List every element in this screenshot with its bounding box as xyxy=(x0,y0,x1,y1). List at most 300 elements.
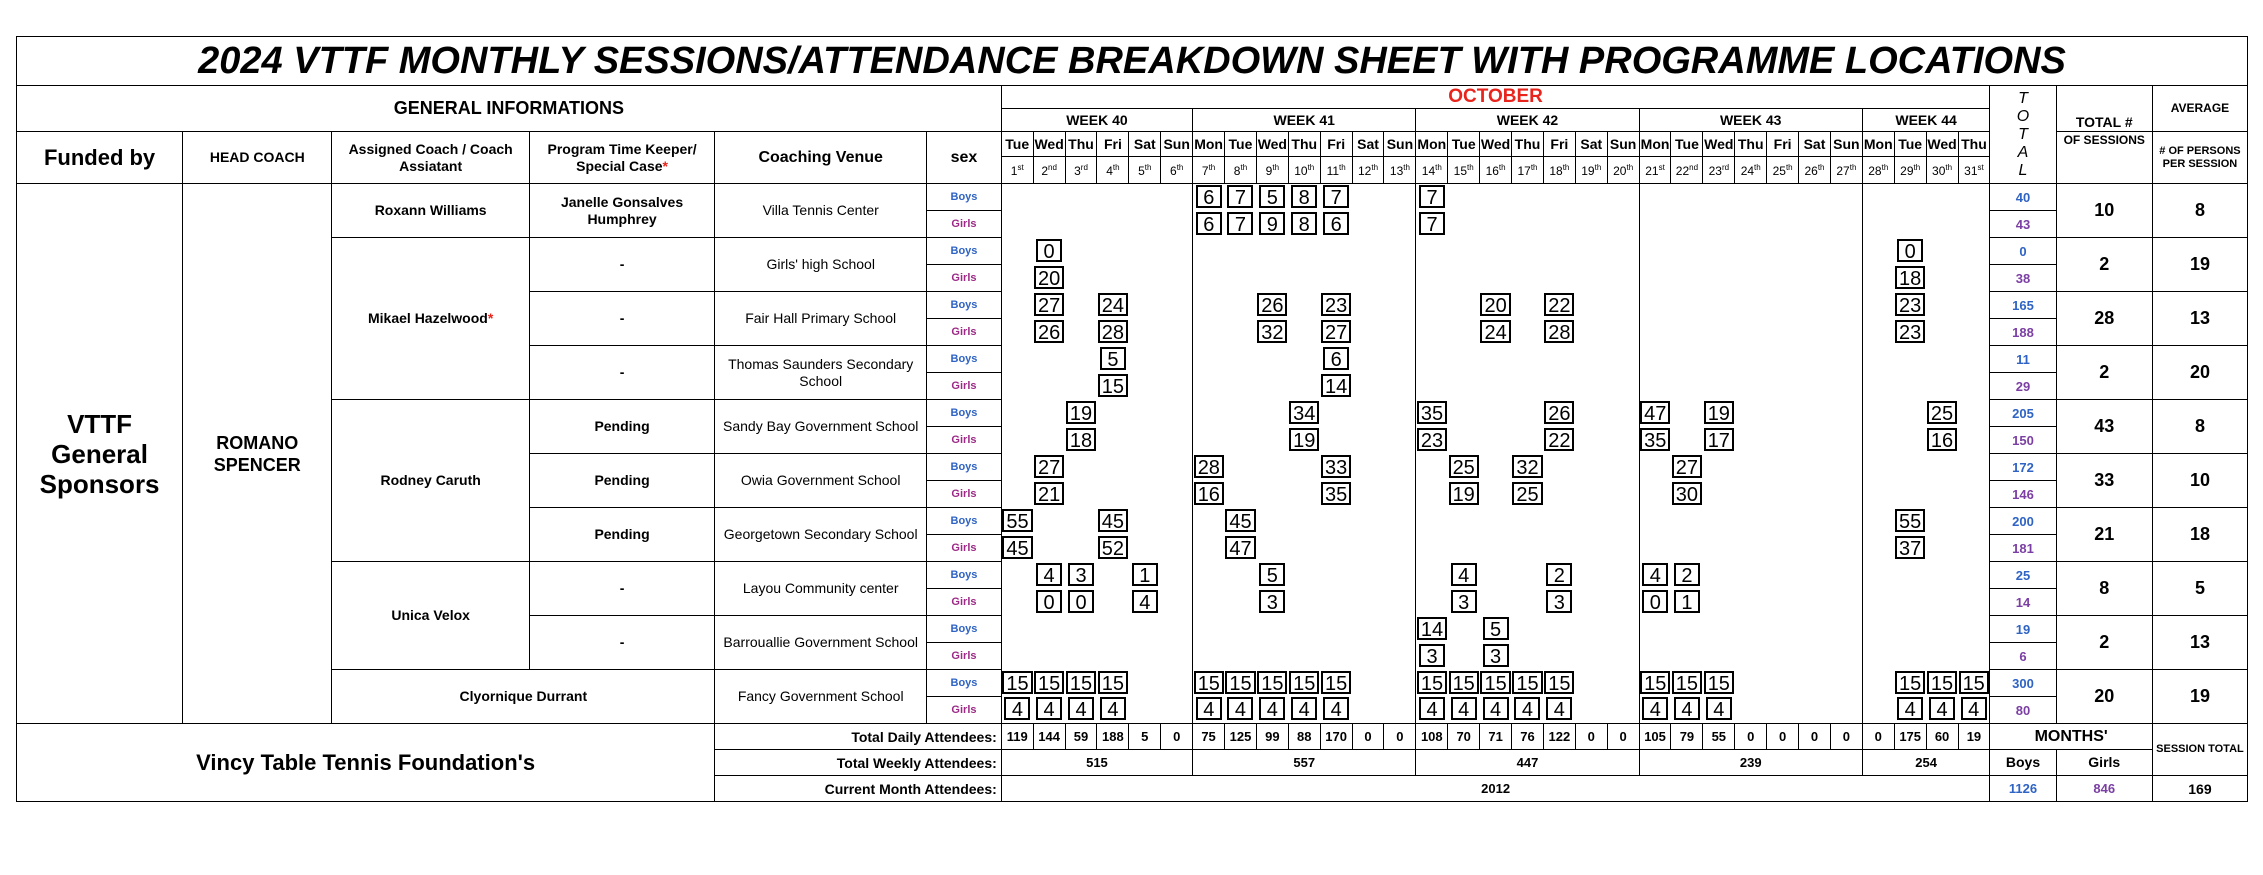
attendance-cell xyxy=(1543,562,1575,589)
day-date: 10th xyxy=(1288,157,1320,184)
attendance-cell xyxy=(1958,427,1990,454)
session-total-value: 169 xyxy=(2152,776,2247,802)
attendance-cell xyxy=(1894,454,1926,481)
attendance-cell xyxy=(1097,346,1129,373)
attendance-cell xyxy=(1416,319,1448,346)
attendance-value: 27 xyxy=(1034,293,1064,316)
program-keeper-value: - xyxy=(529,616,714,670)
attendance-value: 0 xyxy=(1897,239,1923,262)
day-name: Thu xyxy=(1065,132,1097,157)
attendance-cell xyxy=(1256,643,1288,670)
month-attendees-total: 2012 xyxy=(1001,776,1990,802)
attendance-value: 18 xyxy=(1066,428,1096,451)
attendance-cell xyxy=(1448,373,1480,400)
attendance-cell xyxy=(1384,535,1416,562)
months-label: MONTHS' xyxy=(1990,724,2153,750)
attendance-value: 14 xyxy=(1321,374,1351,397)
attendance-value: 27 xyxy=(1672,455,1702,478)
attendance-cell xyxy=(1735,319,1767,346)
day-name: Thu xyxy=(1512,132,1544,157)
attendance-cell xyxy=(1799,454,1831,481)
day-name: Thu xyxy=(1735,132,1767,157)
attendance-cell xyxy=(1575,508,1607,535)
boys-total: 172 xyxy=(1990,454,2056,481)
attendance-cell xyxy=(1320,616,1352,643)
attendance-value: 15 xyxy=(1321,671,1351,694)
attendance-cell xyxy=(1671,643,1703,670)
attendance-cell xyxy=(1767,643,1799,670)
attendance-cell xyxy=(1543,292,1575,319)
attendance-cell xyxy=(1735,670,1767,697)
attendance-cell xyxy=(1830,238,1862,265)
attendance-cell xyxy=(1607,373,1639,400)
attendance-cell xyxy=(1607,589,1639,616)
attendance-cell xyxy=(1830,265,1862,292)
attendance-cell xyxy=(1926,427,1958,454)
attendance-cell xyxy=(1193,454,1225,481)
attendance-cell xyxy=(1735,265,1767,292)
attendance-cell xyxy=(1543,643,1575,670)
week-header: WEEK 44 xyxy=(1862,109,1990,132)
attendance-cell xyxy=(1320,535,1352,562)
attendance-cell xyxy=(1958,508,1990,535)
attendance-value: 15 xyxy=(1480,671,1510,694)
girls-label: Girls xyxy=(927,643,1002,670)
attendance-cell xyxy=(1129,454,1161,481)
attendance-value: 19 xyxy=(1066,401,1096,424)
attendance-cell xyxy=(1384,373,1416,400)
month-label: OCTOBER xyxy=(1001,86,1990,109)
average-header: AVERAGE xyxy=(2152,86,2247,132)
attendance-cell xyxy=(1958,292,1990,319)
attendance-cell xyxy=(1799,616,1831,643)
attendance-cell xyxy=(1958,562,1990,589)
attendance-cell xyxy=(1033,616,1065,643)
attendance-value: 15 xyxy=(1225,671,1255,694)
attendance-cell xyxy=(1256,400,1288,427)
attendance-cell xyxy=(1862,562,1894,589)
attendance-cell xyxy=(1161,184,1193,211)
day-date: 15th xyxy=(1448,157,1480,184)
day-name: Mon xyxy=(1639,132,1671,157)
weekly-total: 239 xyxy=(1639,750,1862,776)
attendance-cell xyxy=(1543,238,1575,265)
attendance-cell xyxy=(1320,346,1352,373)
attendance-cell xyxy=(1320,373,1352,400)
attendance-cell xyxy=(1256,508,1288,535)
attendance-cell xyxy=(1416,454,1448,481)
attendance-value: 15 xyxy=(1194,671,1224,694)
attendance-cell xyxy=(1639,373,1671,400)
attendance-cell xyxy=(1862,292,1894,319)
attendance-cell xyxy=(1320,265,1352,292)
attendance-cell xyxy=(1639,211,1671,238)
attendance-cell xyxy=(1065,562,1097,589)
attendance-cell xyxy=(1894,697,1926,724)
attendance-cell xyxy=(1256,238,1288,265)
attendance-value: 4 xyxy=(1483,697,1509,720)
attendance-cell xyxy=(1448,238,1480,265)
attendance-cell xyxy=(1671,616,1703,643)
day-name: Thu xyxy=(1958,132,1990,157)
attendance-cell xyxy=(1862,184,1894,211)
attendance-cell xyxy=(1097,238,1129,265)
funded-by-header: Funded by xyxy=(17,132,183,184)
girls-total: 43 xyxy=(1990,211,2056,238)
attendance-cell xyxy=(1767,589,1799,616)
attendance-cell xyxy=(1607,265,1639,292)
boys-label: Boys xyxy=(927,508,1002,535)
attendance-value: 37 xyxy=(1895,536,1925,559)
attendance-cell xyxy=(1575,346,1607,373)
attendance-value: 16 xyxy=(1927,428,1957,451)
attendance-cell xyxy=(1735,562,1767,589)
attendance-cell xyxy=(1256,562,1288,589)
attendance-cell xyxy=(1607,508,1639,535)
day-name: Mon xyxy=(1416,132,1448,157)
attendance-value: 9 xyxy=(1259,212,1285,235)
attendance-value: 24 xyxy=(1098,293,1128,316)
attendance-cell xyxy=(1799,670,1831,697)
day-date: 18th xyxy=(1543,157,1575,184)
attendance-cell xyxy=(1033,373,1065,400)
attendance-value: 15 xyxy=(1672,671,1702,694)
attendance-cell xyxy=(1735,346,1767,373)
attendance-cell xyxy=(1384,616,1416,643)
attendance-cell xyxy=(1097,211,1129,238)
attendance-cell xyxy=(1448,697,1480,724)
attendance-cell xyxy=(1097,319,1129,346)
attendance-cell xyxy=(1575,643,1607,670)
attendance-cell xyxy=(1352,616,1384,643)
attendance-cell xyxy=(1288,211,1320,238)
attendance-cell xyxy=(1448,670,1480,697)
attendance-cell xyxy=(1607,562,1639,589)
day-name: Sat xyxy=(1575,132,1607,157)
attendance-cell xyxy=(1830,508,1862,535)
attendance-cell xyxy=(1512,265,1544,292)
day-date: 11th xyxy=(1320,157,1352,184)
attendance-value: 5 xyxy=(1259,563,1285,586)
attendance-cell xyxy=(1735,427,1767,454)
attendance-value: 7 xyxy=(1227,185,1253,208)
attendance-cell xyxy=(1926,373,1958,400)
attendance-cell xyxy=(1671,562,1703,589)
day-name: Tue xyxy=(1671,132,1703,157)
attendance-cell xyxy=(1161,616,1193,643)
attendance-cell xyxy=(1288,589,1320,616)
daily-total: 60 xyxy=(1926,724,1958,750)
coaching-venue-value: Girls' high School xyxy=(715,238,927,292)
attendance-cell xyxy=(1097,535,1129,562)
attendance-cell xyxy=(1225,184,1257,211)
attendance-cell xyxy=(1894,265,1926,292)
attendance-cell xyxy=(1161,292,1193,319)
attendance-cell xyxy=(1703,616,1735,643)
attendance-cell xyxy=(1512,400,1544,427)
attendance-cell xyxy=(1862,346,1894,373)
attendance-cell xyxy=(1512,292,1544,319)
boys-label: Boys xyxy=(927,238,1002,265)
attendance-cell xyxy=(1161,427,1193,454)
attendance-cell xyxy=(1639,508,1671,535)
daily-total: 76 xyxy=(1512,724,1544,750)
attendance-cell xyxy=(1033,265,1065,292)
attendance-cell xyxy=(1671,589,1703,616)
day-date: 7th xyxy=(1193,157,1225,184)
attendance-cell xyxy=(1735,454,1767,481)
attendance-cell xyxy=(1607,643,1639,670)
average-value: 13 xyxy=(2152,616,2247,670)
daily-total: 88 xyxy=(1288,724,1320,750)
attendance-cell xyxy=(1894,562,1926,589)
attendance-cell xyxy=(1320,589,1352,616)
attendance-cell xyxy=(1065,481,1097,508)
attendance-cell xyxy=(1288,400,1320,427)
attendance-cell xyxy=(1256,292,1288,319)
daily-total: 5 xyxy=(1129,724,1161,750)
attendance-cell xyxy=(1320,427,1352,454)
attendance-cell xyxy=(1288,184,1320,211)
sessions-total: 33 xyxy=(2056,454,2152,508)
attendance-cell xyxy=(1703,238,1735,265)
attendance-cell xyxy=(1288,508,1320,535)
daily-total: 108 xyxy=(1416,724,1448,750)
attendance-cell xyxy=(1607,670,1639,697)
attendance-cell xyxy=(1639,346,1671,373)
attendance-cell xyxy=(1926,292,1958,319)
attendance-value: 55 xyxy=(1895,509,1925,532)
attendance-cell xyxy=(1512,238,1544,265)
day-name: Mon xyxy=(1193,132,1225,157)
attendance-cell xyxy=(1735,400,1767,427)
attendance-cell xyxy=(1958,211,1990,238)
attendance-cell xyxy=(1607,184,1639,211)
attendance-cell xyxy=(1129,535,1161,562)
attendance-cell xyxy=(1065,373,1097,400)
attendance-cell xyxy=(1001,292,1033,319)
attendance-cell xyxy=(1097,616,1129,643)
attendance-cell xyxy=(1607,616,1639,643)
attendance-cell xyxy=(1607,697,1639,724)
program-keeper-value: Pending xyxy=(529,508,714,562)
attendance-cell xyxy=(1543,211,1575,238)
attendance-cell xyxy=(1288,643,1320,670)
day-name: Wed xyxy=(1703,132,1735,157)
attendance-cell xyxy=(1384,670,1416,697)
attendance-cell xyxy=(1193,562,1225,589)
girls-label: Girls xyxy=(927,211,1002,238)
attendance-cell xyxy=(1193,427,1225,454)
attendance-cell xyxy=(1320,643,1352,670)
attendance-cell xyxy=(1033,562,1065,589)
attendance-cell xyxy=(1767,373,1799,400)
attendance-cell xyxy=(1799,562,1831,589)
attendance-cell xyxy=(1352,184,1384,211)
attendance-cell xyxy=(1830,184,1862,211)
attendance-cell xyxy=(1671,697,1703,724)
attendance-cell xyxy=(1001,454,1033,481)
attendance-cell xyxy=(1384,589,1416,616)
program-keeper-header: Program Time Keeper/ Special Case* xyxy=(529,132,714,184)
attendance-cell xyxy=(1065,184,1097,211)
sessions-total: 20 xyxy=(2056,670,2152,724)
attendance-cell xyxy=(1416,697,1448,724)
attendance-cell xyxy=(1384,427,1416,454)
program-keeper-value: - xyxy=(529,346,714,400)
day-date: 27th xyxy=(1830,157,1862,184)
attendance-cell xyxy=(1512,184,1544,211)
attendance-cell xyxy=(1065,265,1097,292)
attendance-cell xyxy=(1703,346,1735,373)
average-value: 20 xyxy=(2152,346,2247,400)
attendance-value: 25 xyxy=(1927,401,1957,424)
attendance-value: 3 xyxy=(1068,563,1094,586)
attendance-cell xyxy=(1161,400,1193,427)
day-date: 24th xyxy=(1735,157,1767,184)
attendance-cell xyxy=(1225,616,1257,643)
attendance-cell xyxy=(1671,454,1703,481)
head-coach-value: ROMANO SPENCER xyxy=(183,184,332,724)
attendance-cell xyxy=(1129,319,1161,346)
week-header: WEEK 43 xyxy=(1639,109,1862,132)
attendance-cell xyxy=(1735,238,1767,265)
boys-label: Boys xyxy=(927,292,1002,319)
attendance-cell xyxy=(1862,670,1894,697)
girls-total: 150 xyxy=(1990,427,2056,454)
attendance-cell xyxy=(1862,643,1894,670)
attendance-cell xyxy=(1384,454,1416,481)
attendance-cell xyxy=(1735,697,1767,724)
attendance-cell xyxy=(1862,481,1894,508)
program-keeper-value: Pending xyxy=(529,454,714,508)
attendance-cell xyxy=(1384,346,1416,373)
program-keeper-value: - xyxy=(529,238,714,292)
attendance-cell xyxy=(1033,238,1065,265)
attendance-cell xyxy=(1001,481,1033,508)
attendance-cell xyxy=(1193,346,1225,373)
attendance-cell xyxy=(1448,211,1480,238)
attendance-cell xyxy=(1448,481,1480,508)
attendance-cell xyxy=(1767,184,1799,211)
attendance-cell xyxy=(1352,292,1384,319)
girls-total: 188 xyxy=(1990,319,2056,346)
boys-total: 200 xyxy=(1990,508,2056,535)
attendance-cell xyxy=(1575,373,1607,400)
attendance-cell xyxy=(1703,265,1735,292)
average-value: 18 xyxy=(2152,508,2247,562)
average-value: 10 xyxy=(2152,454,2247,508)
attendance-cell xyxy=(1767,670,1799,697)
boys-label: Boys xyxy=(927,184,1002,211)
attendance-cell xyxy=(1193,481,1225,508)
attendance-cell xyxy=(1926,589,1958,616)
attendance-cell xyxy=(1033,319,1065,346)
attendance-cell xyxy=(1416,643,1448,670)
attendance-value: 7 xyxy=(1419,212,1445,235)
daily-total: 0 xyxy=(1161,724,1193,750)
attendance-cell xyxy=(1448,292,1480,319)
attendance-cell xyxy=(1288,427,1320,454)
attendance-cell xyxy=(1894,589,1926,616)
attendance-value: 23 xyxy=(1417,428,1447,451)
attendance-cell xyxy=(1448,616,1480,643)
attendance-cell xyxy=(1193,535,1225,562)
attendance-value: 8 xyxy=(1291,212,1317,235)
attendance-cell xyxy=(1065,238,1097,265)
attendance-cell xyxy=(1639,454,1671,481)
attendance-cell xyxy=(1767,616,1799,643)
attendance-cell xyxy=(1830,643,1862,670)
attendance-cell xyxy=(1065,670,1097,697)
attendance-cell xyxy=(1416,400,1448,427)
daily-total: 70 xyxy=(1448,724,1480,750)
attendance-cell xyxy=(1799,238,1831,265)
attendance-cell xyxy=(1416,184,1448,211)
attendance-cell xyxy=(1384,292,1416,319)
day-date: 17th xyxy=(1512,157,1544,184)
attendance-cell xyxy=(1161,454,1193,481)
daily-total: 170 xyxy=(1320,724,1352,750)
daily-total: 0 xyxy=(1862,724,1894,750)
attendance-cell xyxy=(1033,535,1065,562)
day-date: 21st xyxy=(1639,157,1671,184)
attendance-cell xyxy=(1543,589,1575,616)
attendance-cell xyxy=(1225,670,1257,697)
attendance-value: 26 xyxy=(1257,293,1287,316)
attendance-cell xyxy=(1225,346,1257,373)
attendance-value: 21 xyxy=(1034,482,1064,505)
day-name: Sat xyxy=(1799,132,1831,157)
attendance-cell xyxy=(1575,265,1607,292)
day-name: Sun xyxy=(1607,132,1639,157)
attendance-cell xyxy=(1352,562,1384,589)
attendance-value: 27 xyxy=(1321,320,1351,343)
boys-total: 25 xyxy=(1990,562,2056,589)
attendance-cell xyxy=(1193,238,1225,265)
girls-label: Girls xyxy=(927,265,1002,292)
sessions-total: 10 xyxy=(2056,184,2152,238)
attendance-cell xyxy=(1033,454,1065,481)
attendance-cell xyxy=(1193,319,1225,346)
attendance-cell xyxy=(1352,319,1384,346)
average-value: 8 xyxy=(2152,400,2247,454)
attendance-cell xyxy=(1671,670,1703,697)
persons-per-session-header: # OF PERSONS PER SESSION xyxy=(2152,132,2247,184)
attendance-cell xyxy=(1575,238,1607,265)
coach-name: Mikael Hazelwood* xyxy=(332,238,529,400)
attendance-value: 18 xyxy=(1895,266,1925,289)
attendance-value: 15 xyxy=(1002,671,1032,694)
attendance-cell xyxy=(1703,319,1735,346)
attendance-value: 15 xyxy=(1640,671,1670,694)
coaching-venue-value: Owia Government School xyxy=(715,454,927,508)
attendance-cell xyxy=(1033,508,1065,535)
attendance-cell xyxy=(1225,265,1257,292)
attendance-cell xyxy=(1225,454,1257,481)
attendance-cell xyxy=(1575,562,1607,589)
attendance-cell xyxy=(1352,481,1384,508)
attendance-cell xyxy=(1799,400,1831,427)
day-name: Sat xyxy=(1129,132,1161,157)
attendance-cell xyxy=(1703,400,1735,427)
attendance-cell xyxy=(1033,697,1065,724)
attendance-cell xyxy=(1958,454,1990,481)
attendance-cell xyxy=(1161,697,1193,724)
session-total-label: SESSION TOTAL xyxy=(2152,724,2247,776)
attendance-cell xyxy=(1830,427,1862,454)
girls-total: 146 xyxy=(1990,481,2056,508)
